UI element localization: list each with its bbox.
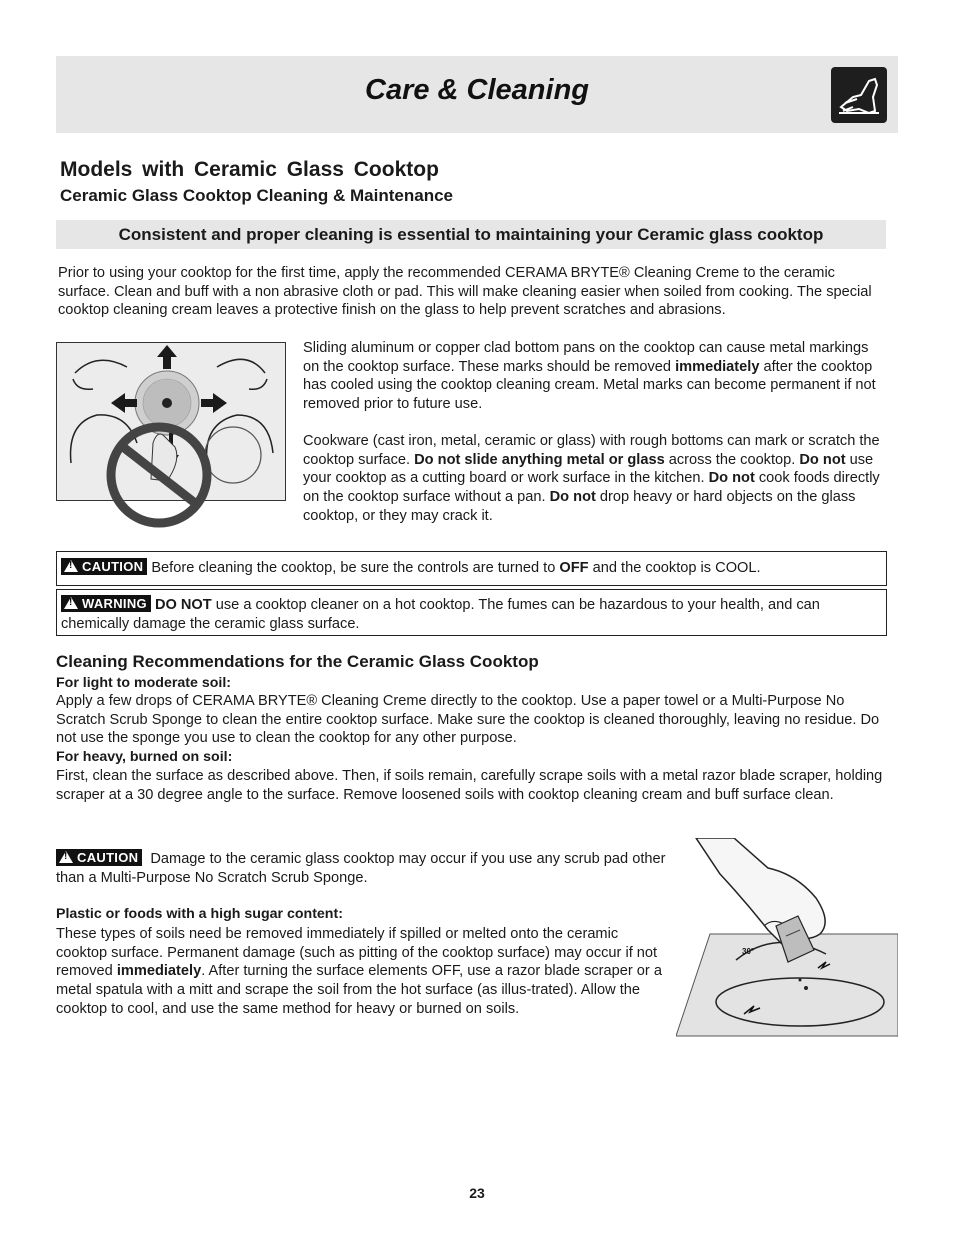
scraper-illustration: [676, 838, 898, 1038]
light-soil-paragraph: Apply a few drops of CERAMA BRYTE® Cleaning Creme directly to the cooktop. Use a paper towel or a Multi-Purpose No Scratch Scrub Sponge to clean the entire cooktop surface. Make sure the cooktop is cleaned thoroughly, leaving no residue. Do not use the sponge you use to clean the cooktop for any other purpose.: [56, 693, 880, 747]
page-title: Care & Cleaning: [365, 74, 589, 106]
banner: Consistent and proper cleaning is essential to maintaining your Ceramic glass cooktop: [56, 220, 886, 249]
warning-triangle-icon: [64, 597, 78, 609]
hand-cleaning-icon: [831, 67, 887, 123]
warning-triangle-icon: [59, 851, 73, 863]
warning-box: !WARNING DO NOT use a cooktop cleaner on a hot cooktop. The fumes can be hazardous to your health, and can chemically damage the ceramic glass surface.: [56, 589, 887, 636]
sugar-soil-heading: Plastic or foods with a high sugar content:: [56, 906, 343, 922]
caution-badge: !CAUTION: [56, 849, 142, 866]
sugar-soil-paragraph: These types of soils need be removed immediately if spilled or melted onto the ceramic cooktop surface. Permanent damage (such as pitting of the cooktop surface) may occur if not removed immediately. After turning the surface elements OFF, use a razor blade scraper or a metal spatula with a mitt and scrape the soil from the hot surface (as illus-trated). Allow the cooktop to cool, and use the same method for heavy or burned on soils.: [56, 926, 662, 1017]
caution-box: !CAUTION Before cleaning the cooktop, be sure the controls are turned to OFF and the cooktop is COOL.: [56, 551, 887, 586]
section-title: Models with Ceramic Glass Cooktop: [60, 158, 439, 181]
warning-triangle-icon: [64, 560, 78, 572]
angle-label: 30°: [742, 947, 755, 956]
header-band: [56, 56, 898, 133]
cooktop-no-slide-illustration: [56, 342, 286, 501]
heavy-soil-paragraph: First, clean the surface as described above. Then, if soils remain, carefully scrape soils with a metal razor blade scraper, holding scraper at a 30 degree angle to the surface. Remove loosened soils with cooktop cleaning cream and buff surface clean.: [56, 768, 883, 803]
cookware-paragraph: Cookware (cast iron, metal, ceramic or glass) with rough bottoms can mark or scratch the cooktop surface. Do not slide anything metal or glass across the cooktop. Do not use your cooktop as a cutting board or work surface in the kitchen. Do not cook foods directly on the cooktop surface without a pan. Do not drop heavy or hard objects on the glass cooktop, or they may crack it.: [303, 433, 880, 524]
intro-paragraph: Prior to using your cooktop for the first time, apply the recommended CERAMA BRYTE® Cleaning Creme to the ceramic surface. Clean and buff with a non abrasive cloth or pad. This will make cleaning easier when soiled from cooking. The special cooktop cleaning cream leaves a protective finish on the glass to help prevent scratches and abrasions.: [58, 265, 872, 319]
warning-badge: !WARNING: [61, 595, 151, 612]
recommendations-title: Cleaning Recommendations for the Ceramic Glass Cooktop: [56, 652, 539, 671]
caution-badge: !CAUTION: [61, 558, 147, 575]
section-subtitle: Ceramic Glass Cooktop Cleaning & Maintenance: [60, 186, 453, 205]
sliding-pans-paragraph: Sliding aluminum or copper clad bottom pans on the cooktop can cause metal markings on the cooktop surface. These marks should be removed immediately after the cooktop has cooled using the cooktop cleaning cream. Metal marks can become permanent if not removed prior to future use.: [303, 340, 876, 413]
page-number: 23: [469, 1185, 485, 1201]
light-soil-heading: For light to moderate soil:: [56, 675, 231, 691]
heavy-soil-heading: For heavy, burned on soil:: [56, 749, 233, 765]
scrub-pad-caution: !CAUTION Damage to the ceramic glass cooktop may occur if you use any scrub pad other than a Multi-Purpose No Scratch Scrub Sponge.: [56, 849, 671, 887]
